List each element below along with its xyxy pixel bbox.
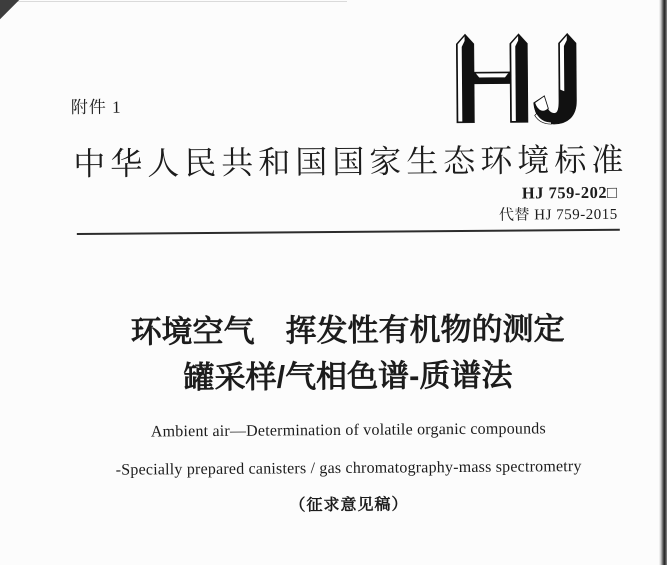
standard-number xyxy=(499,182,618,205)
hj-standard-logo-icon xyxy=(454,31,601,130)
draft-for-comments-note: （征求意见稿） xyxy=(289,496,409,515)
standard-title-cn-line1: 环境空气 挥发性有机物的测定 xyxy=(130,311,565,350)
scan-top-edge xyxy=(0,1,347,2)
year-placeholder-box: □ xyxy=(606,182,618,202)
header-divider-rule xyxy=(77,229,620,235)
standard-title-en-line1: Ambient air—Determination of volatile organic compounds xyxy=(150,420,546,441)
replaces-label: 代替 HJ 759-2015 xyxy=(498,206,618,224)
scan-right-edge-shadow xyxy=(659,0,667,565)
standard-title-en-line2: -Specially prepared canisters / gas chromatography-mass spectrometry xyxy=(115,458,582,479)
standard-number-text: HJ 759-202 xyxy=(521,182,608,203)
attachment-label: 附件 1 xyxy=(70,97,122,118)
standard-title-cn-line2: 罐采样/气相色谱-质谱法 xyxy=(183,357,513,396)
standard-number-block xyxy=(499,182,618,227)
national-standard-title: 中华人民共和国国家生态环境标准 xyxy=(73,141,629,183)
